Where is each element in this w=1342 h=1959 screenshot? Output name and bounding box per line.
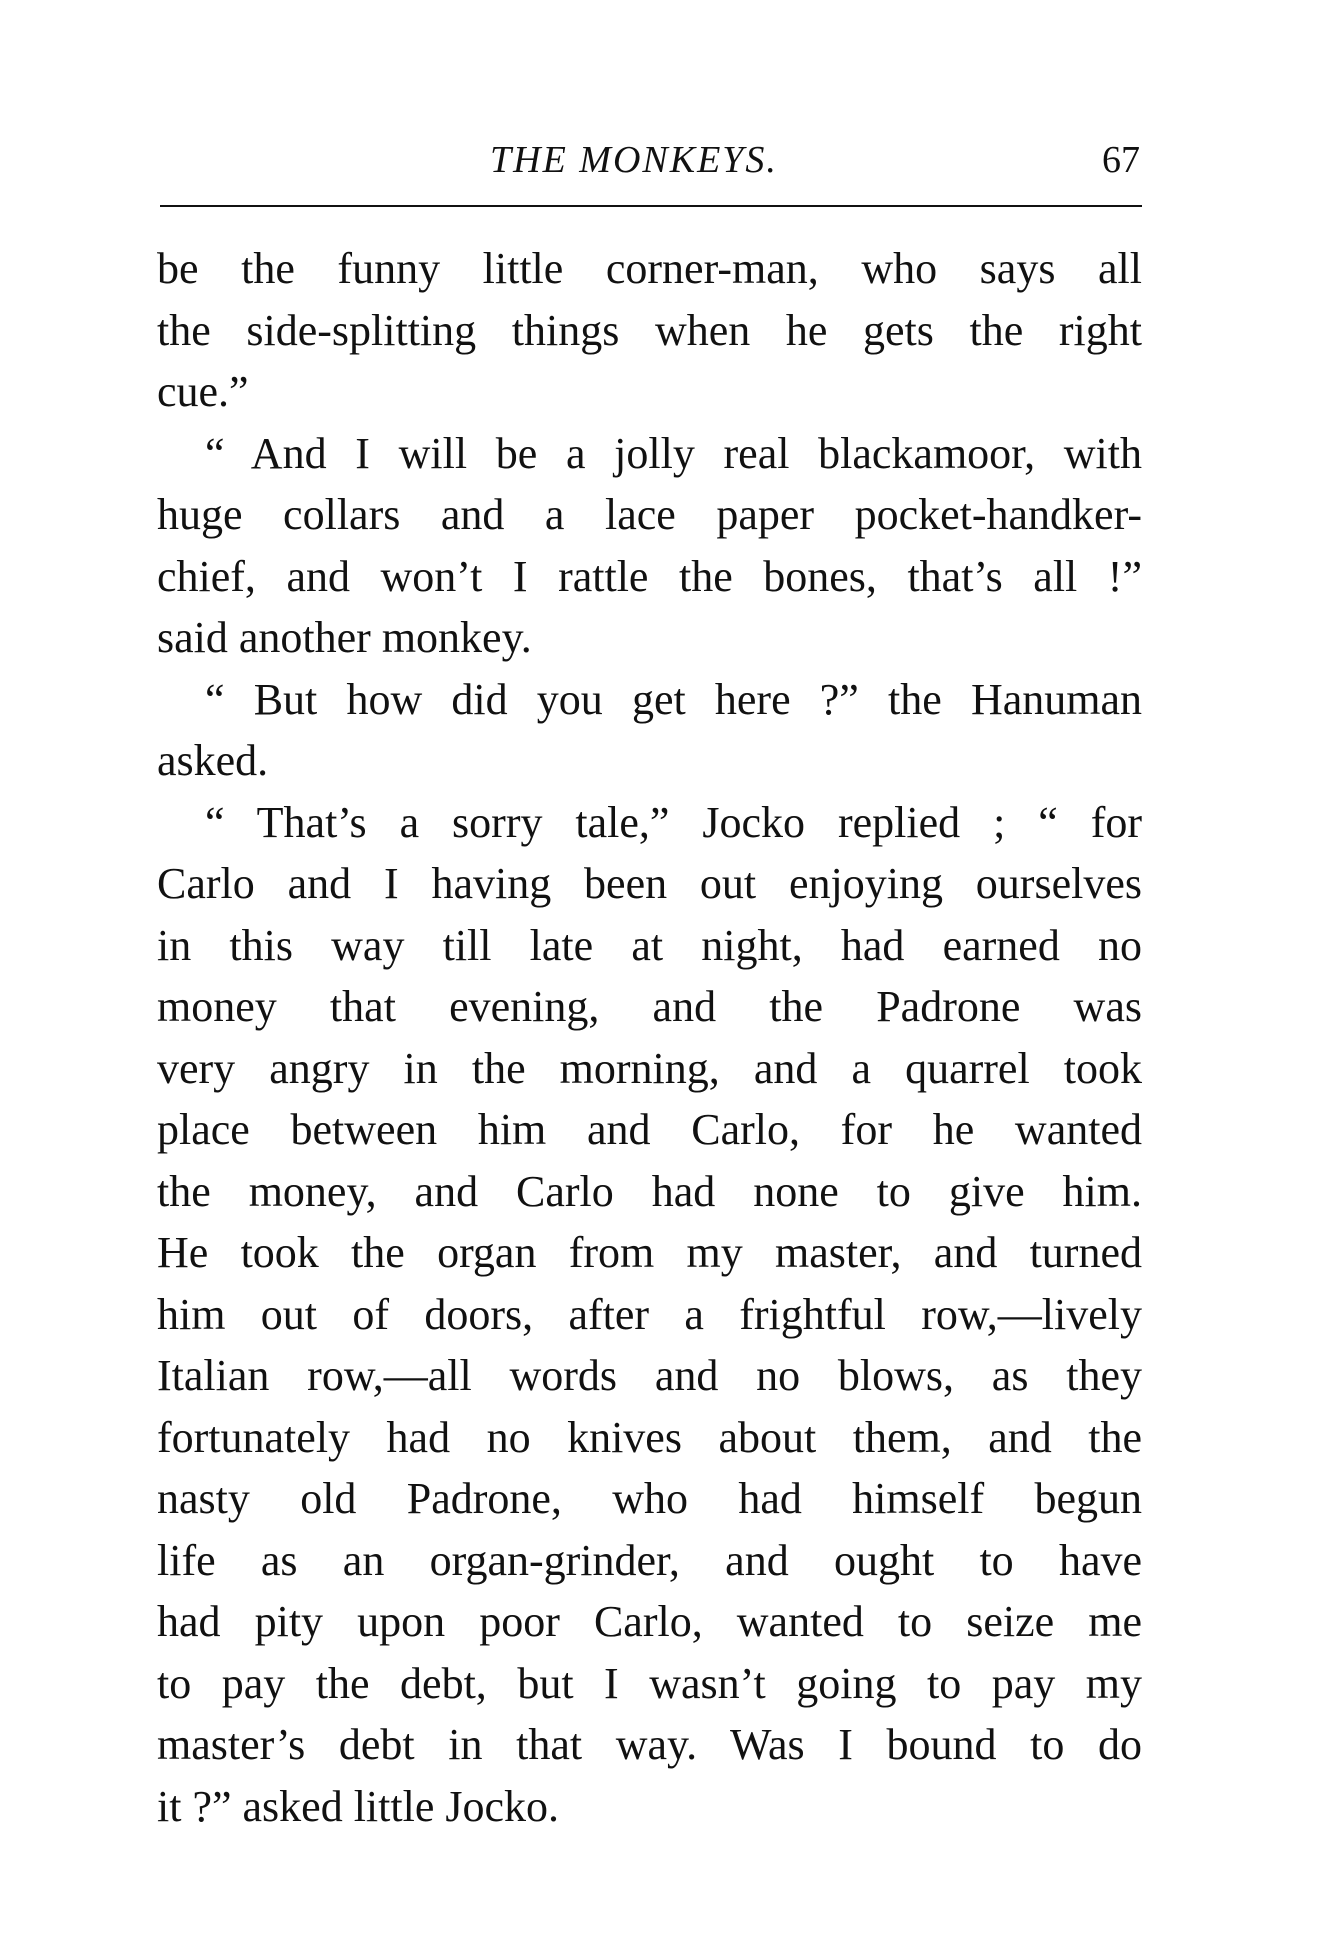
text-line: in this way till late at night, had earned no <box>157 920 1142 970</box>
text-line: life as an organ-grinder, and ought to have <box>157 1535 1142 1585</box>
text-line: said another monkey. <box>157 613 532 662</box>
page-number: 67 <box>1102 139 1140 181</box>
text-line: cue.” <box>157 367 249 416</box>
text-line: him out of doors, after a frightful row,—lively <box>157 1289 1142 1339</box>
text-line: the money, and Carlo had none to give him. <box>157 1166 1142 1216</box>
text-line: He took the organ from my master, and turned <box>157 1228 1142 1277</box>
text-line: Italian row,—all words and no blows, as they <box>157 1351 1142 1400</box>
text-line: it ?” asked little Jocko. <box>157 1781 559 1831</box>
text-line: “ That’s a sorry tale,” Jocko replied ; “ for <box>205 797 1142 847</box>
text-line: nasty old Padrone, who had himself begun <box>157 1474 1142 1523</box>
text-line: very angry in the morning, and a quarrel took <box>157 1043 1142 1093</box>
running-title: THE MONKEYS. <box>490 139 778 181</box>
text-line: asked. <box>157 736 269 785</box>
text-line: had pity upon poor Carlo, wanted to seize me <box>157 1597 1142 1646</box>
text-line: chief, and won’t I rattle the bones, that’s all !” <box>157 551 1142 601</box>
text-line: “ But how did you get here ?” the Hanuman <box>205 674 1142 724</box>
header-rule <box>160 205 1142 207</box>
text-line: be the funny little corner-man, who says all <box>157 244 1142 293</box>
text-line: place between him and Carlo, for he wanted <box>157 1105 1142 1154</box>
text-line: to pay the debt, but I wasn’t going to pay my <box>157 1658 1142 1708</box>
text-line: fortunately had no knives about them, and the <box>157 1412 1142 1462</box>
body-text <box>157 238 1142 1837</box>
text-line: “ And I will be a jolly real blackamoor, with <box>205 428 1142 478</box>
running-head <box>160 138 1150 188</box>
text-line: master’s debt in that way. Was I bound to do <box>157 1720 1142 1769</box>
text-line: the side-splitting things when he gets the right <box>157 305 1142 355</box>
text-line: money that evening, and the Padrone was <box>157 982 1142 1031</box>
text-line: huge collars and a lace paper pocket-handker- <box>157 490 1142 539</box>
text-line: Carlo and I having been out enjoying ourselves <box>157 859 1142 908</box>
